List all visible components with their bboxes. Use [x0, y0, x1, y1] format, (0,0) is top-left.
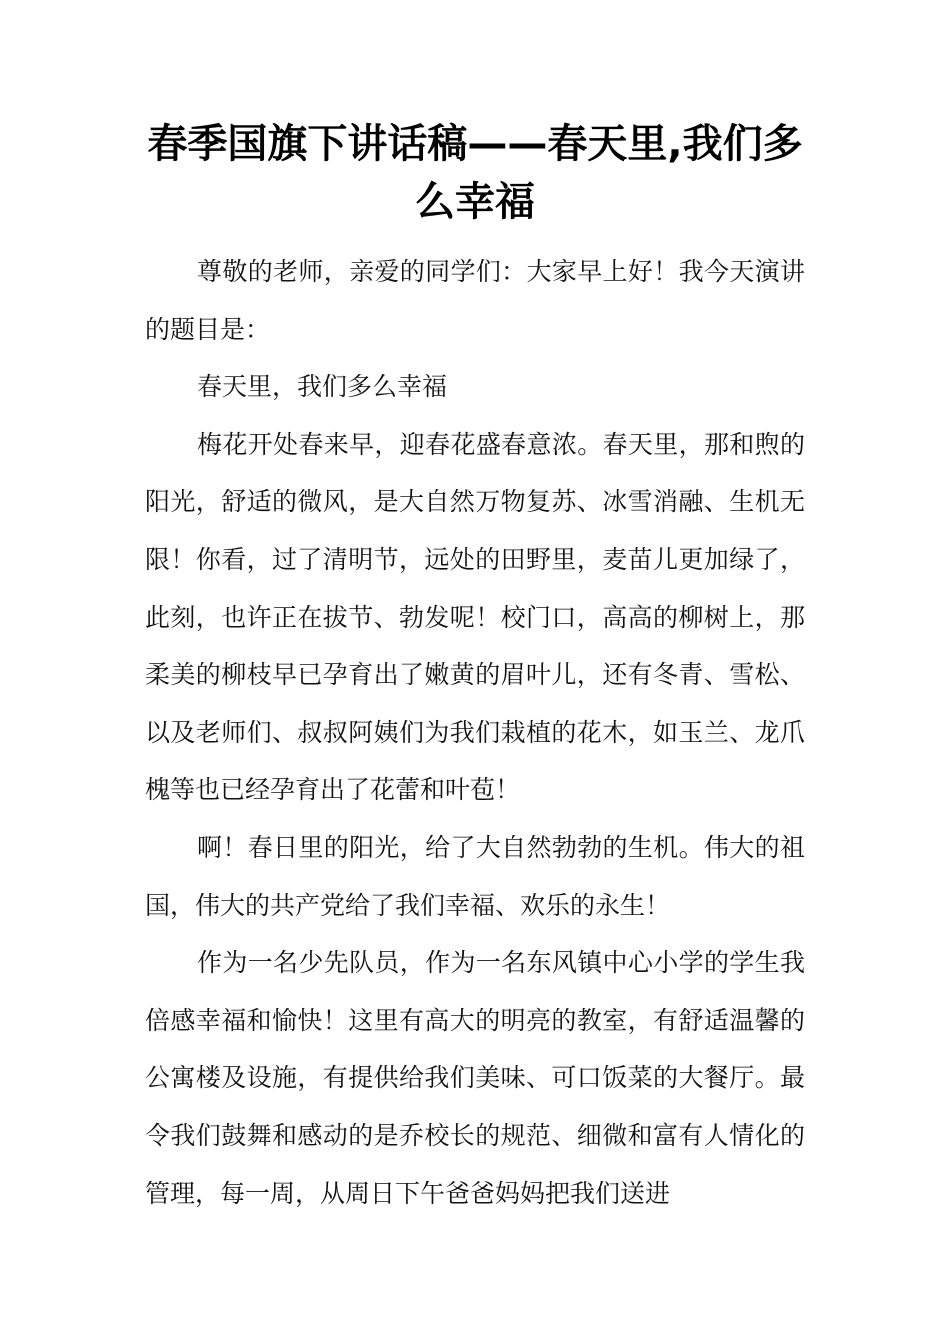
paragraph-spring-scenery: 梅花开处春来早，迎春花盛春意浓。春天里，那和煦的阳光，舒适的微风，是大自然万物复苏、冰雪消融、生机无限！你看，过了清明节，远处的田野里，麦苗儿更加绿了，此刻，也许正在拔节、勃发呢！校门口，高高的柳树上，那柔美的柳枝早已孕育出了嫩黄的眉叶儿，还有冬青、雪松、以及老师们、叔叔阿姨们为我们栽植的花木，如玉兰、龙爪槐等也已经孕育出了花蕾和叶苞！	[145, 429, 805, 805]
paragraph-topic: 春天里，我们多么幸福	[197, 372, 448, 402]
paragraph-greeting: 尊敬的老师，亲爱的同学们：大家早上好！我今天演讲的题目是：	[145, 257, 805, 344]
paragraph-school-life: 作为一名少先队员，作为一名东风镇中心小学的学生我倍感幸福和愉快！这里有高大的明亮的教室，有舒适温馨的公寓楼及设施，有提供给我们美味、可口饭菜的大餐厅。最令我们鼓舞和感动的是乔校长的规范、细微和富有人情化的管理，每一周，从周日下午爸爸妈妈把我们送进	[145, 948, 805, 1208]
document-title: 春季国旗下讲话稿——春天里,我们多么幸福	[147, 121, 803, 225]
paragraph-sunshine: 啊！春日里的阳光，给了大自然勃勃的生机。伟大的祖国，伟大的共产党给了我们幸福、欢乐的永生！	[145, 832, 805, 920]
document-body	[145, 243, 805, 1222]
